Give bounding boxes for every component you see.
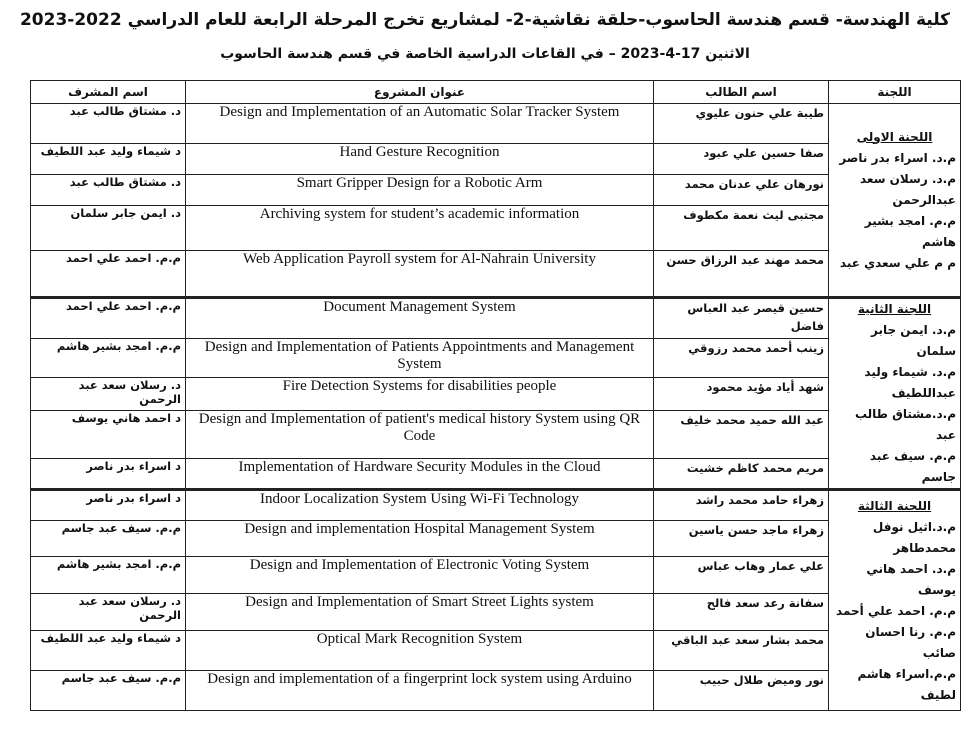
table-row <box>31 671 961 711</box>
student-name-cell: حسين قيصر عبد العباس فاضل <box>654 298 829 339</box>
supervisor-cell: م.م. احمد علي احمد <box>31 298 186 339</box>
project-title-cell: Archiving system for student’s academic information <box>186 206 654 251</box>
supervisor-cell: م.م. سيف عبد جاسم <box>31 521 186 557</box>
student-name-cell: نورهان علي عدنان محمد <box>654 175 829 206</box>
project-title-cell: Web Application Payroll system for Al-Nahrain University <box>186 251 654 298</box>
student-name-cell: مريم محمد كاظم خشيت <box>654 458 829 489</box>
project-title-cell: Fire Detection Systems for disabilities people <box>186 378 654 410</box>
student-name-cell: علي عمار وهاب عباس <box>654 557 829 594</box>
committee-member: م.د. رسلان سعد عبدالرحمن <box>860 171 956 207</box>
table-row <box>31 521 961 557</box>
supervisor-cell: د شيماء وليد عبد اللطيف <box>31 144 186 175</box>
project-title-cell: Implementation of Hardware Security Modules in the Cloud <box>186 458 654 489</box>
supervisor-cell: د. رسلان سعد عبد الرحمن <box>31 378 186 410</box>
committee-name: اللجنة الثالثة <box>857 498 932 513</box>
student-name-cell: نور وميض طلال حبيب <box>654 671 829 711</box>
project-title-cell: Design and Implementation of an Automatic Solar Tracker System <box>186 104 654 144</box>
committee-member: م.د.مشتاق طالب عبد <box>854 407 956 442</box>
student-name-cell: زينب أحمد محمد رزوقي <box>654 338 829 378</box>
student-name-cell: سفانة رعد سعد فالح <box>654 594 829 631</box>
table-row <box>31 298 961 339</box>
table-row <box>31 557 961 594</box>
table-row <box>31 458 961 489</box>
committee-cell <box>829 104 961 298</box>
table-header-row <box>31 81 961 104</box>
header-student: اسم الطالب <box>654 81 829 104</box>
student-name-cell: زهراء حامد محمد راشد <box>654 490 829 521</box>
header-supervisor: اسم المشرف <box>31 81 186 104</box>
supervisor-cell: د اسراء بدر ناصر <box>31 490 186 521</box>
project-title-cell: Design and Implementation of Electronic Voting System <box>186 557 654 594</box>
project-title-cell: Design and Implementation of patient's medical history System using QR Code <box>186 410 654 458</box>
supervisor-cell: د احمد هاني يوسف <box>31 410 186 458</box>
project-title-cell: Smart Gripper Design for a Robotic Arm <box>186 175 654 206</box>
project-title-cell: Design and implementation Hospital Management System <box>186 521 654 557</box>
project-title-cell: Design and implementation of a fingerprint lock system using Arduino <box>186 671 654 711</box>
supervisor-cell: د. مشتاق طالب عبد <box>31 175 186 206</box>
header-committee: اللجنة <box>829 81 961 104</box>
project-title-cell: Design and Implementation of Smart Street Lights system <box>186 594 654 631</box>
schedule-body <box>31 104 961 711</box>
committee-name: اللجنة الاولى <box>856 129 933 144</box>
supervisor-cell: م.م. امجد بشير هاشم <box>31 338 186 378</box>
supervisor-cell: د. رسلان سعد عبد الرحمن <box>31 594 186 631</box>
committee-member: م.د. اسراء بدر ناصر <box>839 150 956 165</box>
student-name-cell: طيبة علي حنون عليوي <box>654 104 829 144</box>
committee-member: م.م. احمد علي أحمد <box>836 603 956 618</box>
committee-member: م.م. سيف عبد جاسم <box>869 449 956 484</box>
student-name-cell: محمد مهند عبد الرزاق حسن <box>654 251 829 298</box>
committee-cell <box>829 490 961 711</box>
project-title-cell: Document Management System <box>186 298 654 339</box>
committee-member: م م علي سعدي عبد <box>839 255 956 270</box>
header-project: عنوان المشروع <box>186 81 654 104</box>
document-subtitle: الاثنين 17-4-2023 – في القاعات الدراسية الخاصة في قسم هندسة الحاسوب <box>220 46 750 62</box>
table-row <box>31 338 961 378</box>
table-row <box>31 144 961 175</box>
table-row <box>31 206 961 251</box>
table-row <box>31 410 961 458</box>
table-row <box>31 594 961 631</box>
student-name-cell: صفا حسين علي عبود <box>654 144 829 175</box>
committee-member: م.د. شيماء وليد عبداللطيف <box>864 365 956 400</box>
supervisor-cell: د. مشتاق طالب عبد <box>31 104 186 144</box>
committee-member: م.د. احمد هاني يوسف <box>866 561 956 597</box>
student-name-cell: عبد الله حميد محمد خليف <box>654 410 829 458</box>
committee-member: م.م.اسراء هاشم لطيف <box>857 666 956 702</box>
schedule-table <box>30 80 961 711</box>
table-row <box>31 378 961 410</box>
project-title-cell: Indoor Localization System Using Wi-Fi Technology <box>186 490 654 521</box>
committee-member: م.م. رنا احسان صائب <box>865 624 956 660</box>
table-row <box>31 631 961 671</box>
student-name-cell: محمد بشار سعد عبد الباقي <box>654 631 829 671</box>
supervisor-cell: د. ايمن جابر سلمان <box>31 206 186 251</box>
document-title: كلية الهندسة- قسم هندسة الحاسوب-حلقة نقاشية-2- لمشاريع تخرج المرحلة الرابعة للعام الدراسي 2022-2023 <box>19 10 951 30</box>
supervisor-cell: د اسراء بدر ناصر <box>31 458 186 489</box>
project-title-cell: Hand Gesture Recognition <box>186 144 654 175</box>
committee-name: اللجنة الثانية <box>857 302 932 316</box>
table-row <box>31 490 961 521</box>
student-name-cell: شهد أياد مؤيد محمود <box>654 378 829 410</box>
committee-member: م.د. ايمن جابر سلمان <box>870 323 956 358</box>
project-title-cell: Design and Implementation of Patients Appointments and Management System <box>186 338 654 378</box>
table-row <box>31 251 961 298</box>
supervisor-cell: م.م. سيف عبد جاسم <box>31 671 186 711</box>
committee-member: م.م. امجد بشير هاشم <box>864 213 956 249</box>
project-title-cell: Optical Mark Recognition System <box>186 631 654 671</box>
committee-member: م.د.اثيل نوفل محمدطاهر <box>872 519 956 555</box>
supervisor-cell: م.م. امجد بشير هاشم <box>31 557 186 594</box>
student-name-cell: مجتبى ليث نعمة مكطوف <box>654 206 829 251</box>
student-name-cell: زهراء ماجد حسن ياسين <box>654 521 829 557</box>
table-row <box>31 175 961 206</box>
supervisor-cell: م.م. احمد علي احمد <box>31 251 186 298</box>
committee-cell <box>829 298 961 490</box>
supervisor-cell: د شيماء وليد عبد اللطيف <box>31 631 186 671</box>
table-row <box>31 104 961 144</box>
